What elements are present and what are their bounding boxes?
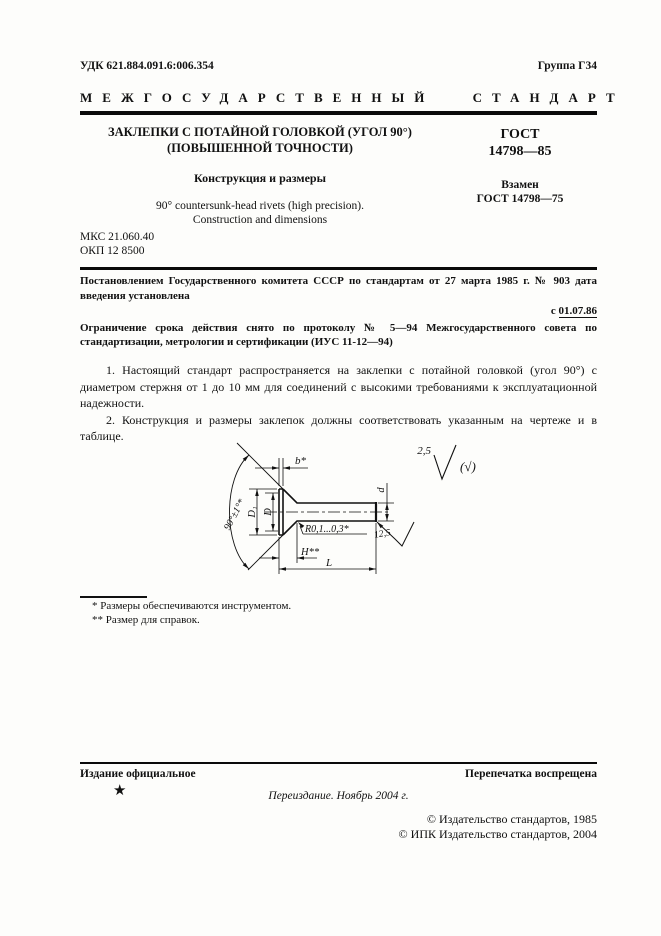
rivet-technical-drawing	[215, 438, 515, 588]
label-H: H**	[301, 547, 320, 558]
copyright-2004: © ИПК Издательство стандартов, 2004	[398, 826, 597, 841]
title-block	[80, 124, 440, 227]
decree-text: Постановлением Государственного комитета СССР по стандартам от 27 марта 1985 г. № 903 дата введения установлена	[80, 275, 597, 302]
title-line1: ЗАКЛЕПКИ С ПОТАЙНОЙ ГОЛОВКОЙ (УГОЛ 90°)	[108, 125, 412, 139]
title-line2: (ПОВЫШЕННОЙ ТОЧНОСТИ)	[167, 141, 353, 155]
label-roughness-top: 2,5	[417, 445, 431, 457]
heading-rule	[80, 111, 597, 115]
group-code: Группа Г34	[537, 60, 597, 72]
udk-code: УДК 621.884.091.6:006.354	[80, 60, 214, 72]
standard-number-block	[440, 126, 600, 206]
copyright-1985: © Издательство стандартов, 1985	[426, 812, 597, 826]
document-title	[80, 124, 440, 156]
footnote-rule	[80, 596, 147, 598]
classification-row	[80, 60, 597, 72]
footnote-1: * Размеры обеспечиваются инструментом.	[92, 600, 292, 612]
decree-block	[80, 274, 597, 350]
star-icon: ★	[113, 783, 127, 799]
effective-date-line	[80, 304, 597, 319]
title-en-line1: 90° countersunk-head rivets (high precision).	[155, 200, 365, 212]
title-english	[80, 199, 440, 227]
footer-rule	[80, 762, 597, 764]
title-en-line2: Construction and dimensions	[192, 214, 328, 226]
standard-code	[440, 126, 600, 160]
dimension-lines	[249, 445, 456, 574]
label-L: L	[326, 557, 333, 569]
body-text	[80, 362, 597, 445]
roughness-top-tick	[434, 445, 456, 479]
code-label: ГОСТ	[500, 127, 540, 142]
label-roughness-note: (√)	[460, 459, 476, 474]
document-subtitle: Конструкция и размеры	[194, 171, 326, 185]
standard-type-heading: МЕЖГОСУДАРСТВЕННЫЙ СТАНДАРТ	[80, 90, 625, 105]
paragraph-2: 2. Конструкция и размеры заклепок должны соответствовать указанным на чертеже и в таблице.	[80, 412, 597, 443]
footer-row	[80, 768, 597, 780]
copyright-block	[80, 812, 597, 841]
code-number: 14798—85	[488, 144, 552, 159]
label-d: d	[376, 487, 387, 493]
label-roughness-end: 12,5	[373, 528, 392, 541]
effective-date: 01.07.86	[558, 305, 597, 317]
label-radius: R0,1...0,3*	[305, 524, 349, 535]
mks-code: МКС 21.060.40	[80, 231, 155, 243]
codes-block	[80, 231, 154, 258]
replaces-block	[440, 178, 600, 206]
footnote-2: ** Размер для справок.	[92, 613, 200, 626]
reissue-note: Переиздание. Ноябрь 2004 г.	[268, 790, 409, 802]
label-b: b*	[295, 455, 306, 467]
section-rule	[80, 267, 597, 270]
okp-code: ОКП 12 8500	[80, 244, 145, 257]
footnotes-block	[92, 600, 291, 627]
limitation-text: Ограничение срока действия снято по протоколу № 5—94 Межгосударственного совета по стандартизации, метрологии и сертификации (ИУС 11-12—94)	[80, 321, 597, 348]
replaces-code: ГОСТ 14798—75	[476, 193, 564, 205]
label-angle: 90°±1°*	[222, 497, 248, 533]
date-prefix: с	[550, 305, 559, 317]
replaces-label: Взамен	[501, 179, 539, 191]
paragraph-1: 1. Настоящий стандарт распространяется на заклепки с потайной головкой (угол 90°) с диаметром стержня от 1 до 10 мм для соединений с высокими требованиями к эксплуатационной надежности.	[80, 363, 597, 410]
official-edition-label: Издание официальное	[80, 768, 196, 780]
reprint-prohibited-label: Перепечатка воспрещена	[465, 768, 597, 780]
label-D1: D₁	[247, 506, 258, 518]
label-D: D	[263, 508, 274, 516]
